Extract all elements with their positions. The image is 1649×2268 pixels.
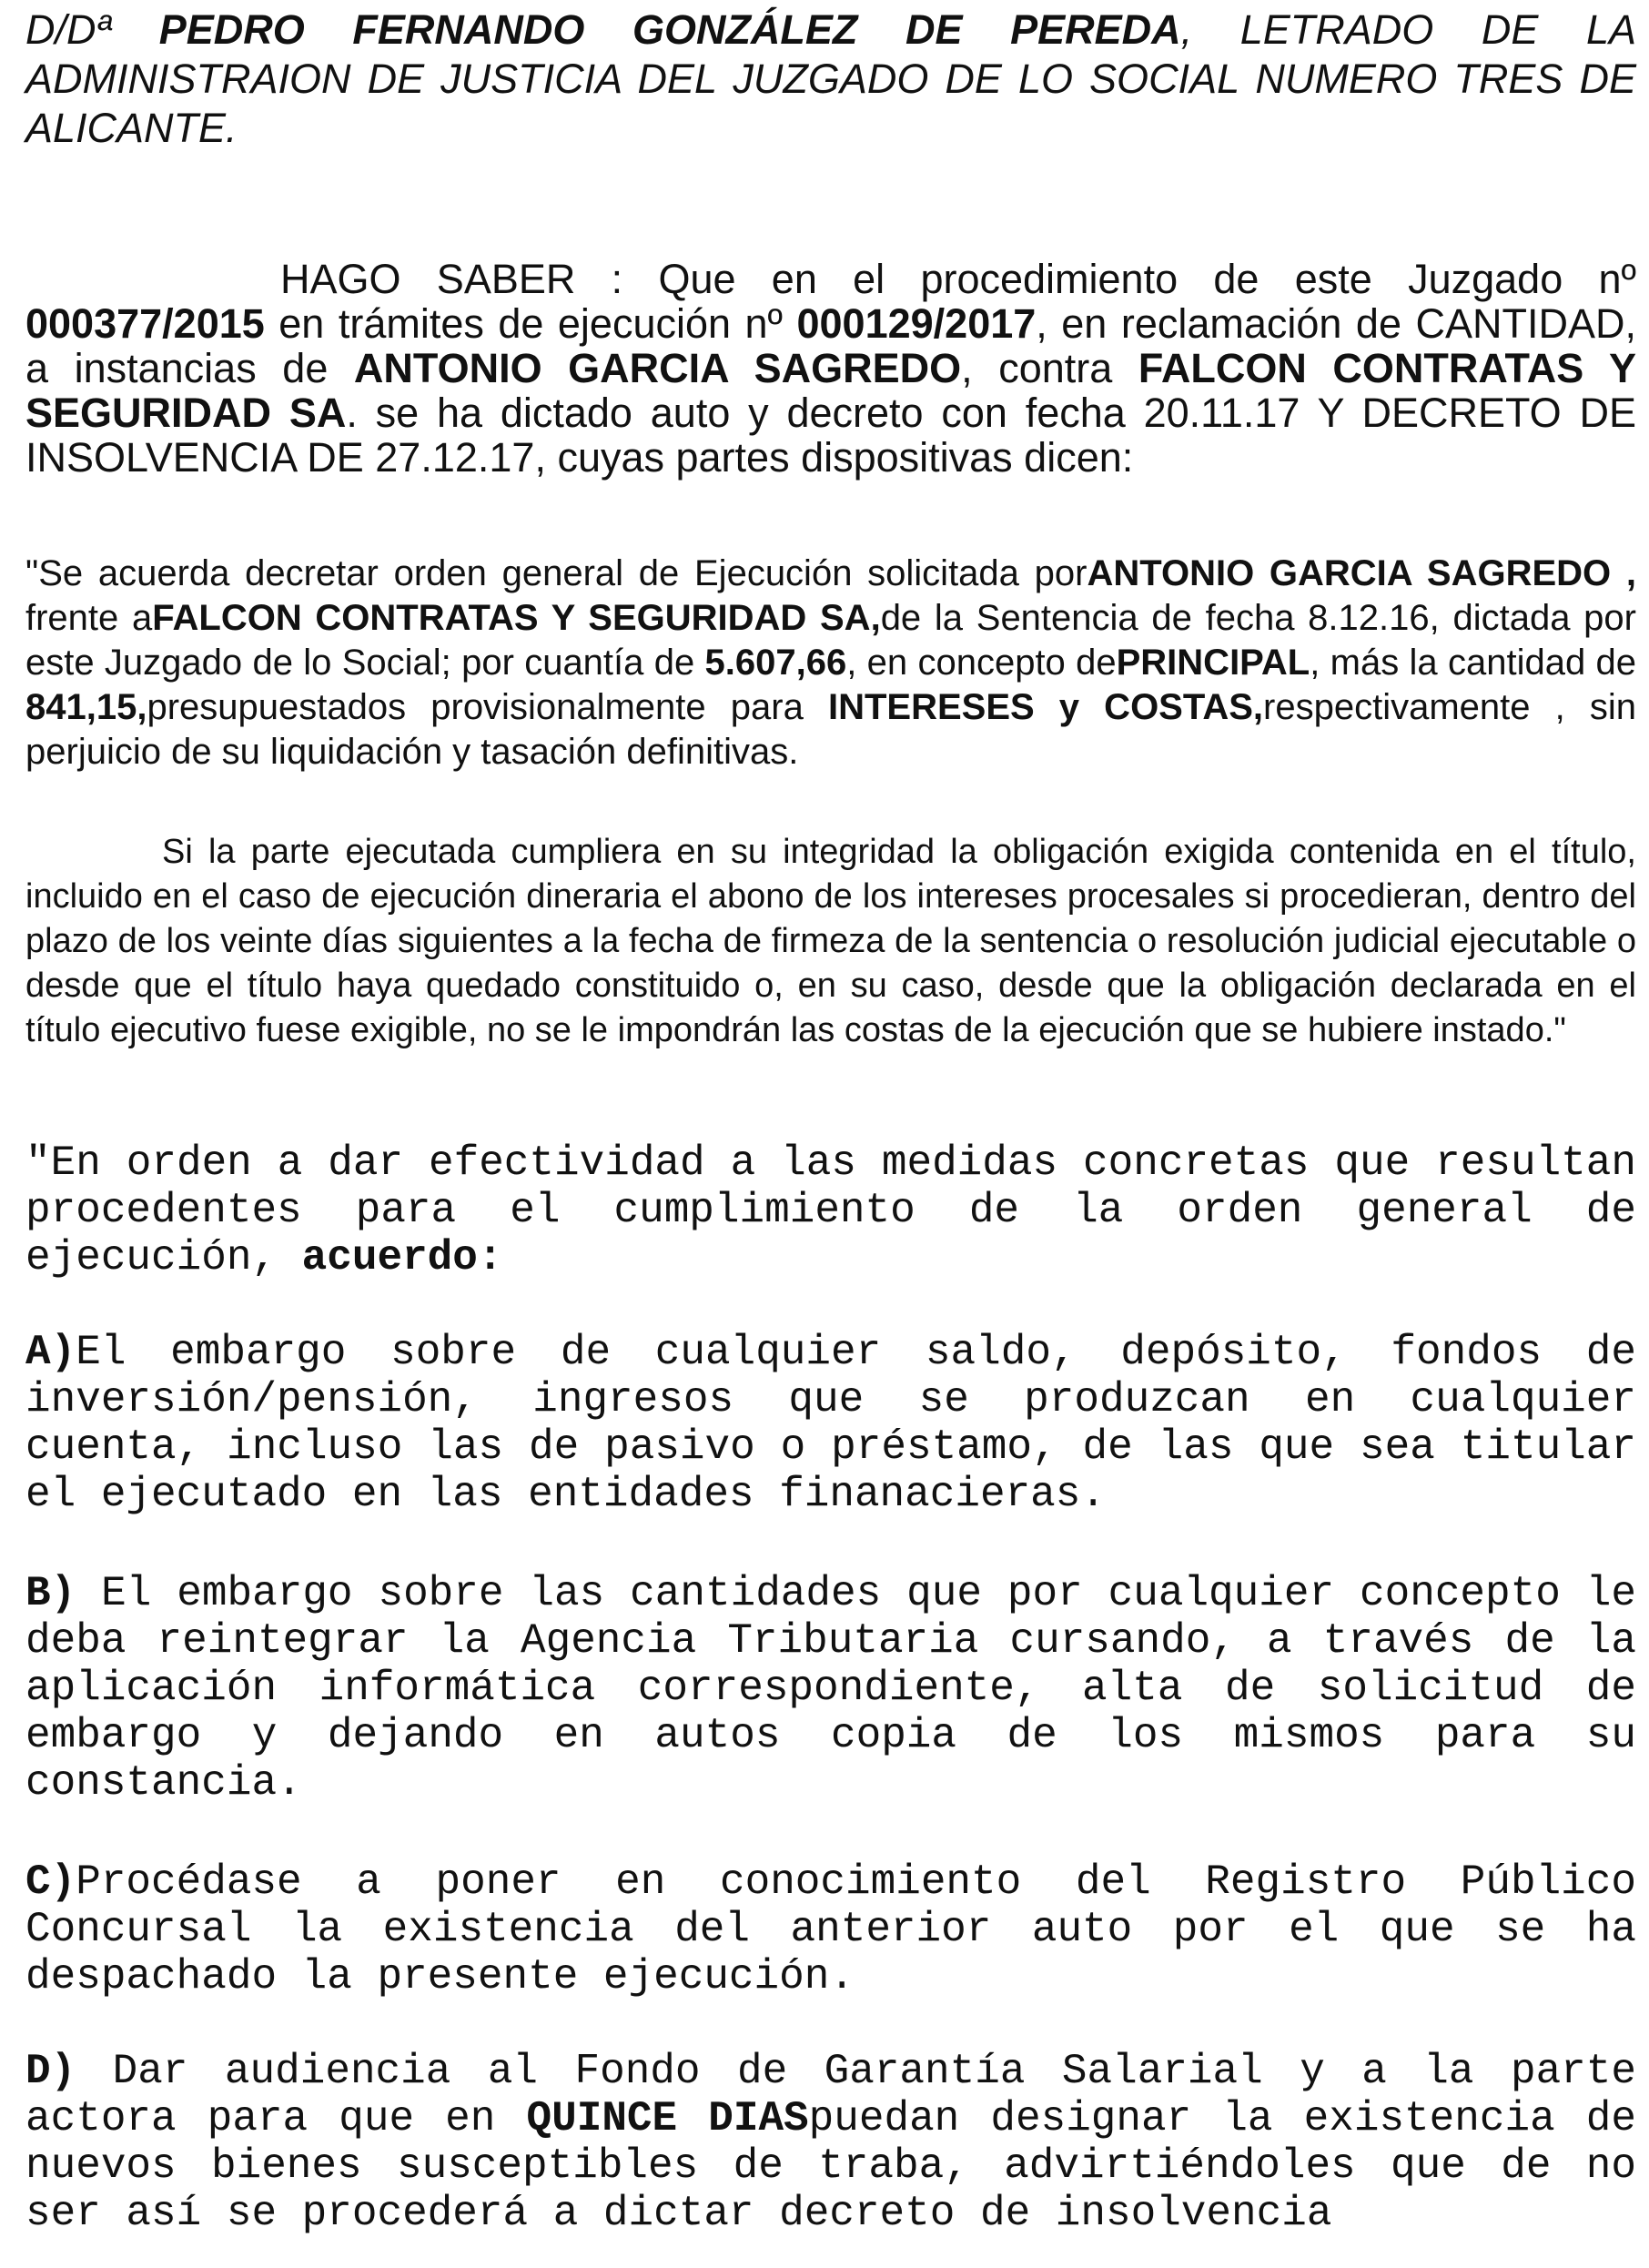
hago-text-4: , contra (961, 345, 1138, 391)
item-a-label: A) (25, 1329, 76, 1376)
header-prefix: D/Dª (25, 6, 112, 53)
header-paragraph (25, 5, 1636, 153)
interest-amount: 841,15, (25, 687, 147, 727)
hago-text-1: HAGO SABER : Que en el procedimiento de este Juzgado nº (280, 256, 1636, 302)
hago-text-3: , en reclamación de CANTIDAD, a instancias de (25, 300, 1636, 391)
item-d-text-2: puedan designar la existencia de nuevos bienes susceptibles de traba, advirtiéndoles que de no ser así se procederá a dictar decreto de insolvencia (25, 2095, 1636, 2237)
procedure-number: 000377/2015 (25, 300, 265, 347)
orden-acuerdo-paragraph (25, 1139, 1636, 1281)
execution-number: 000129/2017 (796, 300, 1037, 347)
quince-dias-label: QUINCE DIAS (526, 2095, 809, 2142)
hago-text-5: . se ha dictado auto y decreto con fecha 20.11.17 Y DECRETO DE INSOLVENCIA DE 27.12.17, cuyas partes dispositivas dicen: (25, 390, 1636, 481)
hago-saber-paragraph (25, 257, 1636, 480)
item-d-text-1: Dar audiencia al Fondo de Garantía Salarial y a la parte actora para que en (25, 2048, 1636, 2142)
quote-claimant: ANTONIO GARCIA SAGREDO , (1087, 553, 1637, 593)
si-la-parte-paragraph: Si la parte ejecutada cumpliera en su integridad la obligación exigida contenida en el título, incluido en el caso de ejecución dineraria el abono de los intereses procesales si procedieran, dentro del plazo de los veinte días siguientes a la fecha de firmeza de la sentencia o resolución judicial ejecutable o desde que el título haya quedado constituido o, en su caso, desde que la obligación declarada en el título ejecutivo fuese exigible, no se le impondrán las costas de la ejecución que se hubiere instado." (25, 833, 1636, 1049)
item-d-label: D) (25, 2048, 76, 2095)
acuerdo-label: acuerdo: (301, 1234, 503, 1281)
quote-text-3: de la Sentencia de fecha 8.12.16, dictada por este Juzgado de lo Social; por cuantía de (25, 598, 1636, 683)
quote-text-6: presupuestados provisionalmente para (147, 687, 828, 727)
principal-label: PRINCIPAL (1116, 643, 1310, 683)
item-d-paragraph (25, 2048, 1636, 2237)
quote-text-4: , en concepto de (846, 643, 1117, 683)
quote-defendant: FALCON CONTRATAS Y SEGURIDAD SA, (152, 598, 881, 638)
item-b-label: B) (25, 1570, 76, 1617)
orden-text: "En orden a dar efectividad a las medidas concretas que resultan procedentes para el cumplimiento de la orden general de ejecución, (25, 1139, 1636, 1281)
principal-amount: 5.607,66 (704, 643, 847, 683)
item-c-label: C) (25, 1858, 76, 1906)
item-c-paragraph (25, 1858, 1636, 2000)
quote-text-2: frente a (25, 598, 153, 638)
quote-text-5: , más la cantidad de (1310, 643, 1636, 683)
interest-label: INTERESES y COSTAS, (827, 687, 1264, 727)
quote-text-1: "Se acuerda decretar orden general de Ejecución solicitada por (25, 553, 1088, 593)
secretary-name: PEDRO FERNANDO GONZÁLEZ DE PEREDA (158, 6, 1181, 53)
item-a-text: El embargo sobre de cualquier saldo, depósito, fondos de inversión/pensión, ingresos que se produzcan en cualquier cuenta, incluso las de pasivo o préstamo, de las que sea titular el ejecutado en las entidades finanacieras. (25, 1329, 1636, 1518)
hago-text-2: en trámites de ejecución nº (264, 300, 797, 347)
item-c-text: Procédase a poner en conocimiento del Registro Público Concursal la existencia del anterior auto por el que se ha despachado la presente ejecución. (25, 1858, 1636, 2000)
quote-text-7: respectivamente , sin perjuicio de su liquidación y tasación definitivas. (25, 687, 1637, 772)
claimant-name: ANTONIO GARCIA SAGREDO (353, 345, 962, 391)
item-b-text: El embargo sobre las cantidades que por cualquier concepto le deba reintegrar la Agencia Tributaria cursando, a través de la aplicación informática correspondiente, alta de solicitud de embargo y dejando en autos copia de los mismos para su constancia. (25, 1570, 1636, 1807)
item-a-paragraph (25, 1329, 1636, 1518)
defendant-name: FALCON CONTRATAS Y SEGURIDAD SA (25, 345, 1636, 436)
header-rest: , LETRADO DE LA ADMINISTRAION DE JUSTICIA DEL JUZGADO DE LO SOCIAL NUMERO TRES DE ALICANTE. (25, 6, 1636, 151)
orden-general-paragraph (25, 552, 1636, 775)
item-b-paragraph (25, 1570, 1636, 1807)
